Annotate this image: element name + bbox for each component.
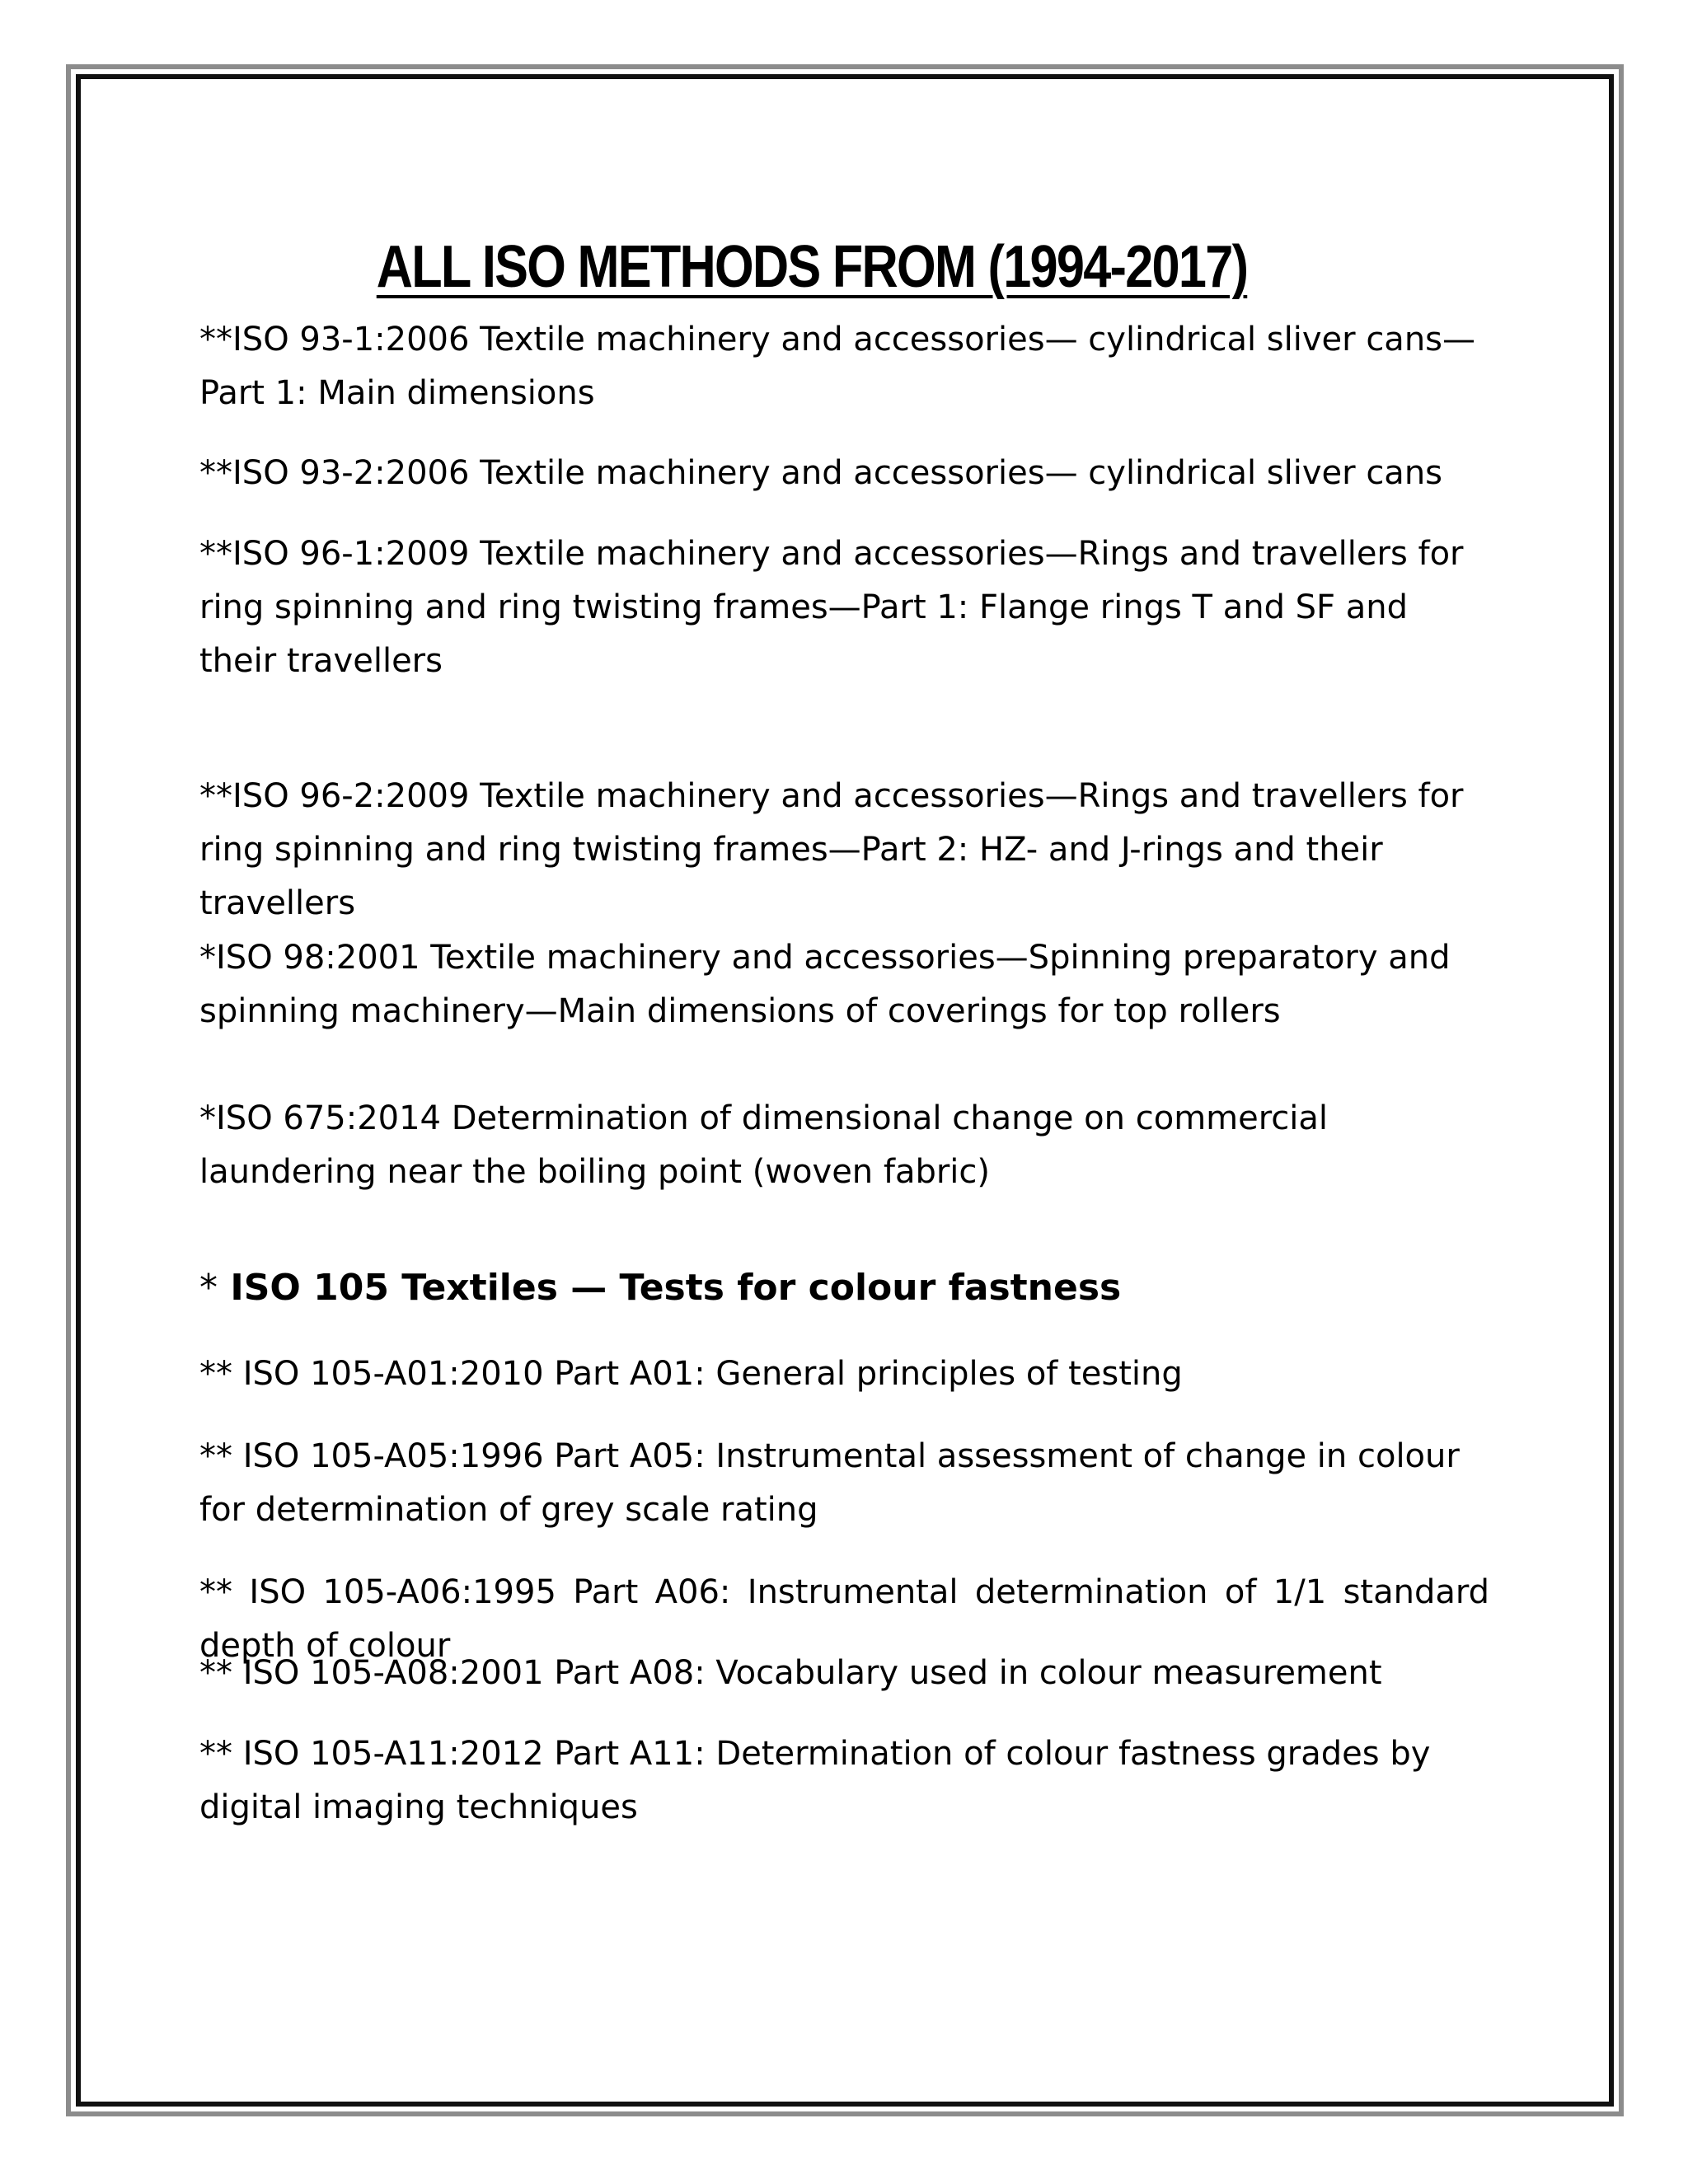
iso-entry: *ISO 98:2001 Textile machinery and accessories—Spinning preparatory and spinning machinery—Main dimensions of coverings for top rollers	[199, 939, 1451, 1030]
iso-part-entry: ** ISO 105-A11:2012 Part A11: Determination of colour fastness grades by digital imaging techniques	[199, 1735, 1431, 1826]
iso-part-entry: ** ISO 105-A05:1996 Part A05: Instrumental assessment of change in colour for determination of grey scale rating	[199, 1437, 1460, 1529]
iso-entry: **ISO 93-1:2006 Textile machinery and accessories— cylindrical sliver cans—Part 1: Main dimensions	[199, 321, 1476, 412]
section-heading-prefix: *	[199, 1267, 218, 1309]
iso-part-entry: ** ISO 105-A01:2010 Part A01: General principles of testing	[199, 1355, 1183, 1393]
iso-entry: **ISO 96-1:2009 Textile machinery and accessories—Rings and travellers for ring spinning and ring twisting frames—Part 1: Flange rings T and SF and their travellers	[199, 535, 1464, 680]
page-title: ALL ISO METHODS FROM (1994-2017)	[376, 234, 1248, 301]
iso-entry: *ISO 675:2014 Determination of dimensional change on commercial laundering near the boiling point (woven fabric)	[199, 1099, 1329, 1191]
section-heading-text: ISO 105 Textiles — Tests for colour fastness	[230, 1267, 1122, 1309]
iso-part-entry: ** ISO 105-A08:2001 Part A08: Vocabulary used in colour measurement	[199, 1654, 1382, 1692]
section-heading	[199, 1261, 1489, 1315]
iso-entry: **ISO 96-2:2009 Textile machinery and accessories—Rings and travellers for ring spinning and ring twisting frames—Part 2: HZ- and J-rings and their travellers	[199, 777, 1464, 922]
iso-part-entry: ** ISO 105-A06:1995 Part A06: Instrumental determination of 1/1 standard depth of colour	[199, 1573, 1489, 1665]
iso-entry: **ISO 93-2:2006 Textile machinery and accessories— cylindrical sliver cans	[199, 454, 1443, 492]
